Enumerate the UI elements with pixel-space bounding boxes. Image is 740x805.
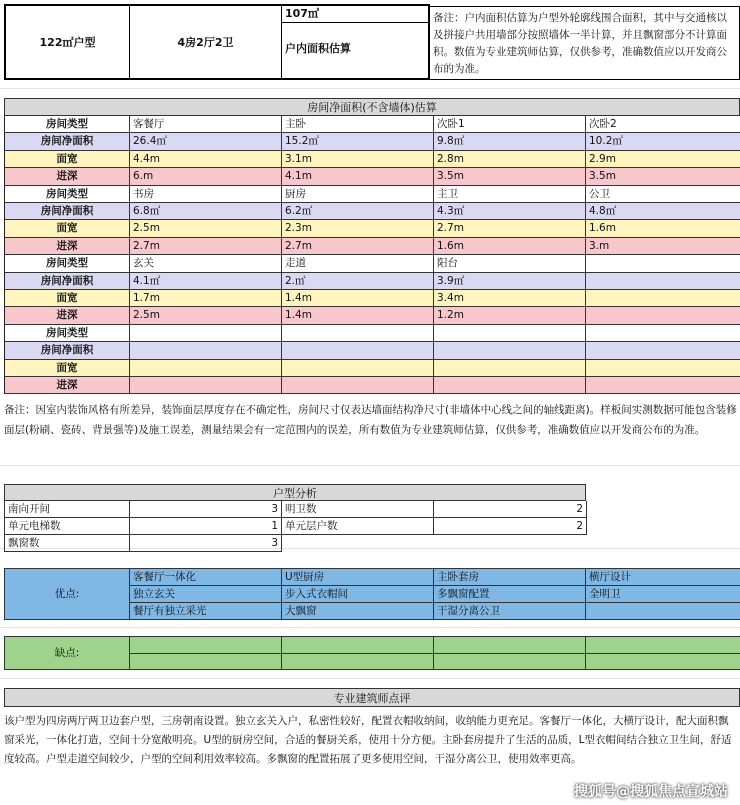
rooms-table	[4, 116, 740, 394]
pros-item: 步入式衣帽间	[282, 586, 434, 603]
row-label-area: 房间净面积	[5, 133, 130, 150]
analysis-value: 2	[434, 518, 587, 535]
pros-label: 优点:	[5, 569, 130, 620]
pros-item: 独立玄关	[130, 586, 282, 603]
review-text: 该户型为四房两厅两卫边套户型，三房朝南设置。独立玄关入户，私密性较好，配置衣帽收纳间，收纳能力更充足。客餐厅一体化，大横厅设计，配大面积飘窗采光，一体化打造，空间十分宽敞明亮。U型的厨房空间，合适的餐厨关系，使用十分方便。主卧套房提升了生活的品质，L型衣帽间结合独立卫生间，舒适度较高。户型走道空间较少，户型的空间利用效率较高。多飘窗的配置拓展了更多使用空间，干湿分离公卫，使用效率更高。	[4, 715, 732, 765]
room-area-cell: 2.㎡	[282, 273, 434, 290]
review-title: 专业建筑师点评	[4, 688, 740, 707]
room-area-cell: 9.8㎡	[434, 133, 586, 150]
room-area-cell	[130, 342, 282, 359]
row-label-depth: 进深	[5, 377, 130, 394]
room-type-cell	[282, 325, 434, 342]
room-depth-cell	[586, 307, 740, 324]
room-width-cell	[586, 360, 740, 377]
gridline	[0, 678, 740, 679]
room-depth-cell: 6.m	[130, 168, 282, 185]
rooms-title: 房间净面积(不含墙体)估算	[4, 98, 740, 116]
room-width-cell: 1.7m	[130, 290, 282, 307]
analysis-table	[4, 501, 586, 552]
interior-area-value: 107㎡	[282, 6, 428, 23]
pros-item: 大飘窗	[282, 603, 434, 620]
room-depth-cell	[282, 377, 434, 394]
row-label-width: 面宽	[5, 220, 130, 237]
analysis-value: 3	[130, 501, 282, 518]
pros-item: U型厨房	[282, 569, 434, 586]
room-depth-cell: 3.m	[586, 238, 740, 255]
cons-item	[130, 654, 282, 671]
room-depth-cell: 1.6m	[434, 238, 586, 255]
pros-item: 主卧套房	[434, 569, 586, 586]
cons-label: 缺点:	[5, 637, 130, 670]
interior-area	[282, 6, 428, 78]
pros-table	[4, 568, 740, 620]
cons-item	[586, 637, 740, 654]
cons-item	[434, 654, 586, 671]
analysis-label: 单元层户数	[282, 518, 434, 535]
pros-item: 客餐厅一体化	[130, 569, 282, 586]
room-type-cell: 公卫	[586, 186, 740, 203]
room-depth-cell: 3.5m	[434, 168, 586, 185]
room-area-cell: 15.2㎡	[282, 133, 434, 150]
room-depth-cell: 2.7m	[282, 238, 434, 255]
room-area-cell: 4.1㎡	[130, 273, 282, 290]
cons-item	[282, 654, 434, 671]
room-type-cell	[586, 325, 740, 342]
row-label-area: 房间净面积	[5, 203, 130, 220]
room-area-cell: 26.4㎡	[130, 133, 282, 150]
analysis-value: 1	[130, 518, 282, 535]
room-depth-cell	[130, 377, 282, 394]
room-width-cell: 3.4m	[434, 290, 586, 307]
room-depth-cell	[586, 377, 740, 394]
room-type-cell: 玄关	[130, 255, 282, 272]
room-area-cell: 6.2㎡	[282, 203, 434, 220]
room-width-cell	[130, 360, 282, 377]
header-note: 备注：户内面积估算为户型外轮廓线围合面积，其中与交通核以及拼接户共用墙部分按照墙体一半计算，并且飘窗部分不计算面积。数值为专业建筑师估算，仅供参考，准确数值应以开发商公布的为准。	[429, 6, 740, 80]
pros-item	[586, 603, 740, 620]
room-area-cell: 4.8㎡	[586, 203, 740, 220]
room-area-cell: 3.9㎡	[434, 273, 586, 290]
unit-area: 122㎡户型	[6, 6, 130, 78]
room-width-cell: 2.8m	[434, 151, 586, 168]
cons-table	[4, 636, 740, 670]
row-label-type: 房间类型	[5, 255, 130, 272]
analysis-label: 明卫数	[282, 501, 434, 518]
room-area-cell	[586, 342, 740, 359]
room-type-cell: 厨房	[282, 186, 434, 203]
row-label-depth: 进深	[5, 307, 130, 324]
room-area-cell	[282, 342, 434, 359]
room-width-cell: 2.7m	[434, 220, 586, 237]
room-area-cell: 4.3㎡	[434, 203, 586, 220]
room-depth-cell: 2.5m	[130, 307, 282, 324]
room-width-cell: 2.9m	[586, 151, 740, 168]
room-type-cell	[434, 325, 586, 342]
room-area-cell: 6.8㎡	[130, 203, 282, 220]
room-width-cell	[434, 360, 586, 377]
room-type-cell: 次卧1	[434, 116, 586, 133]
row-label-depth: 进深	[5, 168, 130, 185]
pros-item: 多飘窗配置	[434, 586, 586, 603]
row-label-depth: 进深	[5, 238, 130, 255]
row-label-area: 房间净面积	[5, 273, 130, 290]
gridline	[0, 465, 740, 466]
watermark: 搜狐号@搜狐焦点宣城站	[574, 784, 728, 800]
room-type-cell: 客餐厅	[130, 116, 282, 133]
room-depth-cell	[434, 377, 586, 394]
analysis-value: 3	[130, 535, 282, 552]
analysis-label: 飘窗数	[5, 535, 130, 552]
room-type-cell	[130, 325, 282, 342]
pros-item: 餐厅有独立采光	[130, 603, 282, 620]
analysis-label: 南向开间	[5, 501, 130, 518]
room-area-cell	[434, 342, 586, 359]
cons-item	[586, 654, 740, 671]
room-depth-cell: 1.4m	[282, 307, 434, 324]
pros-item: 横厅设计	[586, 569, 740, 586]
room-type-cell: 走道	[282, 255, 434, 272]
room-type-cell: 主卫	[434, 186, 586, 203]
analysis-label: 单元电梯数	[5, 518, 130, 535]
room-area-cell: 10.2㎡	[586, 133, 740, 150]
row-label-area: 房间净面积	[5, 342, 130, 359]
room-depth-cell: 1.2m	[434, 307, 586, 324]
analysis-title: 户型分析	[4, 484, 586, 501]
room-width-cell: 4.4m	[130, 151, 282, 168]
gridline	[0, 88, 740, 89]
room-width-cell	[282, 360, 434, 377]
cons-item	[434, 637, 586, 654]
row-label-width: 面宽	[5, 360, 130, 377]
cons-item	[130, 637, 282, 654]
row-label-type: 房间类型	[5, 186, 130, 203]
room-width-cell	[586, 290, 740, 307]
room-depth-cell: 2.7m	[130, 238, 282, 255]
room-width-cell: 3.1m	[282, 151, 434, 168]
pros-item: 干湿分离公卫	[434, 603, 586, 620]
room-type-cell: 主卧	[282, 116, 434, 133]
room-type-cell: 书房	[130, 186, 282, 203]
room-width-cell: 2.3m	[282, 220, 434, 237]
layout-type: 4房2厅2卫	[130, 6, 282, 78]
header-block	[4, 4, 430, 80]
row-label-type: 房间类型	[5, 116, 130, 133]
analysis-value: 2	[434, 501, 587, 518]
room-width-cell: 2.5m	[130, 220, 282, 237]
room-width-cell: 1.6m	[586, 220, 740, 237]
room-type-cell	[586, 255, 740, 272]
room-depth-cell: 3.5m	[586, 168, 740, 185]
room-type-cell: 阳台	[434, 255, 586, 272]
cons-item	[282, 637, 434, 654]
row-label-width: 面宽	[5, 290, 130, 307]
rooms-note: 备注：因室内装饰风格有所差异，装饰面层厚度存在不确定性，房间尺寸仅表达墙面结构净尺寸(非墙体中心线之间的轴线距离)。样板间实测数据可能包含装修面层(粉刷、瓷砖、背景强等)及施工误差，测量结果会有一定范围内的误差，所有数值为专业建筑师估算，仅供参考，准确数值应以开发商公布的为准。	[4, 404, 737, 436]
room-depth-cell: 4.1m	[282, 168, 434, 185]
row-label-type: 房间类型	[5, 325, 130, 342]
interior-area-label: 户内面积估算	[285, 42, 351, 55]
pros-item: 全明卫	[586, 586, 740, 603]
room-type-cell: 次卧2	[586, 116, 740, 133]
room-width-cell: 1.4m	[282, 290, 434, 307]
gridline	[0, 627, 740, 628]
room-area-cell	[586, 273, 740, 290]
row-label-width: 面宽	[5, 151, 130, 168]
